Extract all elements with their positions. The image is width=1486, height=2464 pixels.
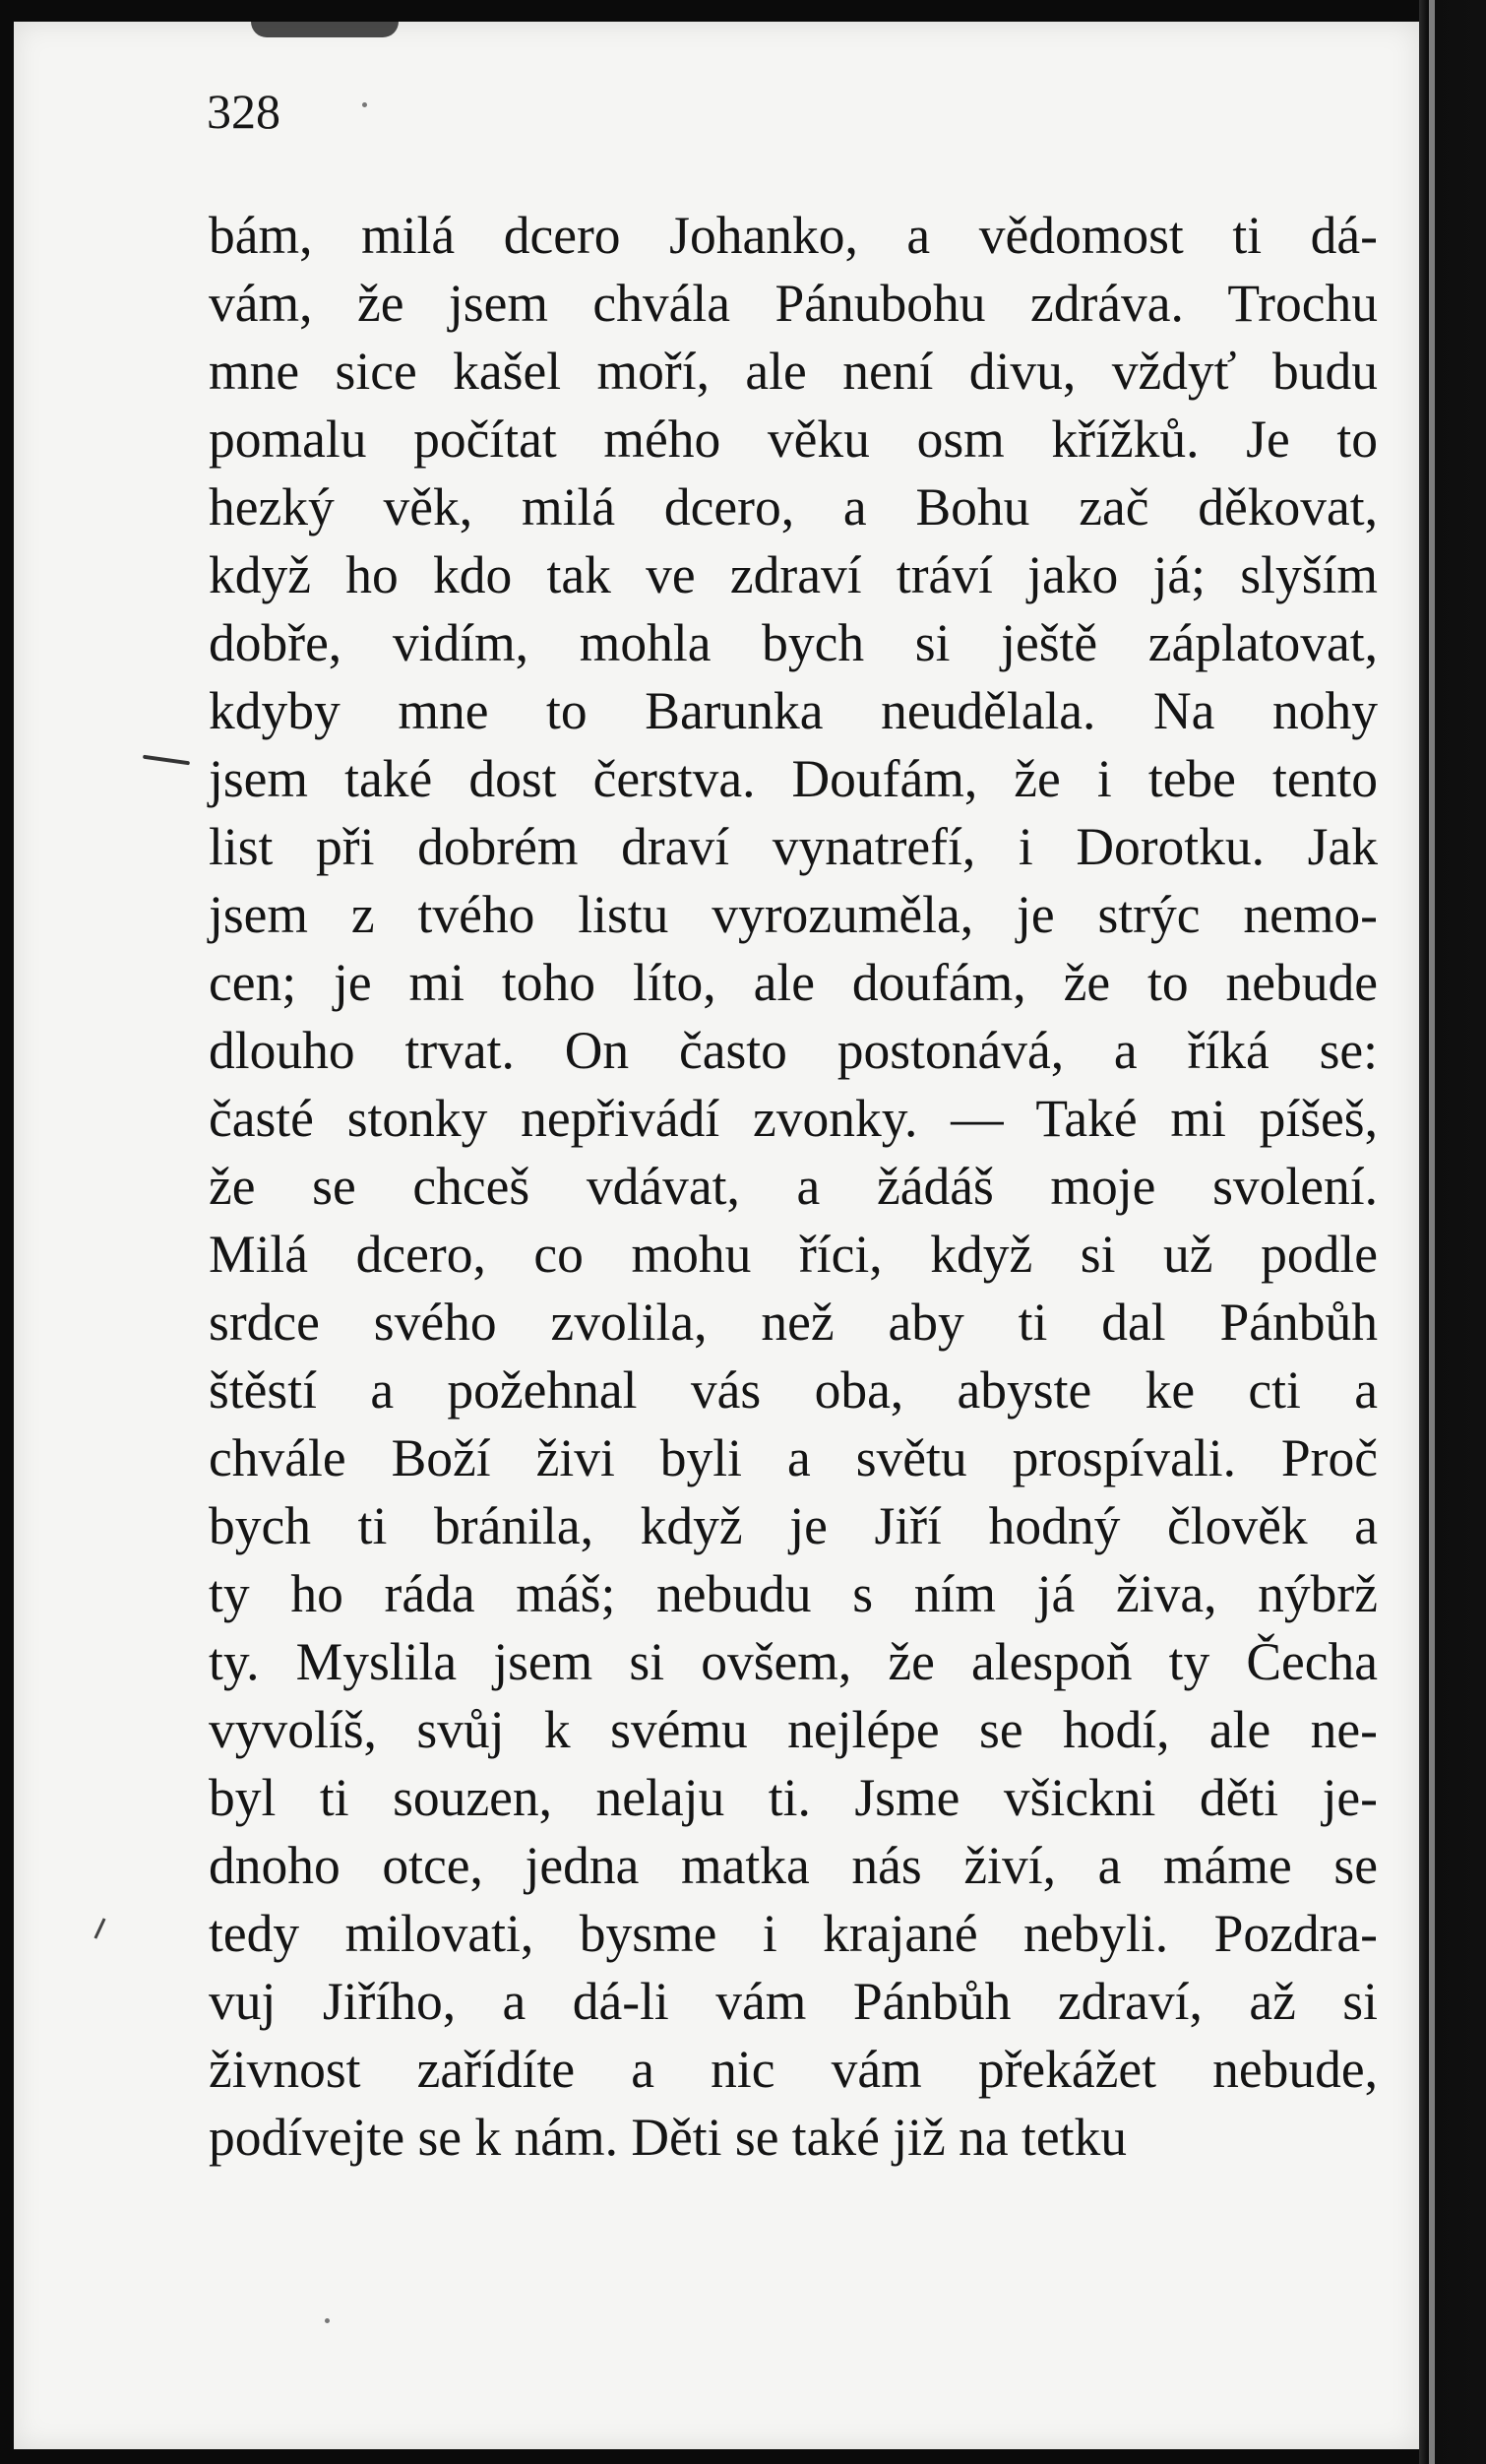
text-line: vyvolíš, svůj k svému nejlépe se hodí, ale ne- <box>209 1700 1378 1759</box>
text-line: ty ho ráda máš; nebudu s ním já živa, nýbrž <box>209 1564 1378 1623</box>
text-line: Milá dcero, co mohu říci, když si už podle <box>209 1225 1378 1284</box>
text-line: když ho kdo tak ve zdraví tráví jako já; slyším <box>209 545 1378 604</box>
text-line: srdce svého zvolila, než aby ti dal Pánbůh <box>209 1293 1378 1352</box>
text-line: dlouho trvat. On často postonává, a říká se: <box>209 1021 1378 1080</box>
text-line: cen; je mi toho líto, ale doufám, že to nebude <box>209 953 1378 1012</box>
right-page-strip <box>1429 0 1435 2464</box>
text-line: vám, že jsem chvála Pánubohu zdráva. Trochu <box>209 274 1378 333</box>
scan-notch <box>251 22 399 37</box>
top-scan-edge <box>0 0 1486 22</box>
ink-speck <box>362 102 367 107</box>
text-line: že se chceš vdávat, a žádáš moje svolení. <box>209 1157 1378 1216</box>
text-line: podívejte se k nám. Děti se také již na tetku <box>209 2108 1127 2167</box>
text-line: hezký věk, milá dcero, a Bohu zač děkovat, <box>209 477 1378 537</box>
text-line: byl ti souzen, nelaju ti. Jsme všickni děti je- <box>209 1768 1378 1827</box>
ink-speck <box>325 2318 330 2323</box>
text-line: tedy milovati, bysme i krajané nebyli. Pozdra- <box>209 1904 1378 1963</box>
text-line: časté stonky nepřivádí zvonky. — Také mi píšeš, <box>209 1089 1378 1148</box>
text-line: dnoho otce, jedna matka nás živí, a máme se <box>209 1836 1378 1895</box>
text-line: list při dobrém draví vynatrefí, i Dorotku. Jak <box>209 817 1378 876</box>
text-line: živnost zařídíte a nic vám překážet nebude, <box>209 2040 1378 2099</box>
text-line: štěstí a požehnal vás oba, abyste ke cti a <box>209 1360 1378 1420</box>
body-text <box>209 202 1378 2172</box>
text-line: mne sice kašel moří, ale není divu, vždyť budu <box>209 342 1378 401</box>
text-line: ty. Myslila jsem si ovšem, že alespoň ty Čecha <box>209 1632 1378 1691</box>
text-line: pomalu počítat mého věku osm křížků. Je to <box>209 410 1378 469</box>
text-line: chvále Boží živi byli a světu prospívali. Proč <box>209 1428 1378 1487</box>
text-line: bám, milá dcero Johanko, a vědomost ti dá- <box>209 206 1378 265</box>
text-line: jsem z tvého listu vyrozuměla, je strýc nemo- <box>209 885 1378 944</box>
text-line: vuj Jiřího, a dá-li vám Pánbůh zdraví, až si <box>209 1972 1378 2031</box>
text-line: kdyby mne to Barunka neudělala. Na nohy <box>209 681 1378 740</box>
page-number: 328 <box>207 84 280 139</box>
text-line: dobře, vidím, mohla bych si ještě záplatovat, <box>209 613 1378 672</box>
text-line: jsem také dost čerstva. Doufám, že i tebe tento <box>209 749 1378 808</box>
text-line: bych ti bránila, když je Jiří hodný člověk a <box>209 1496 1378 1555</box>
